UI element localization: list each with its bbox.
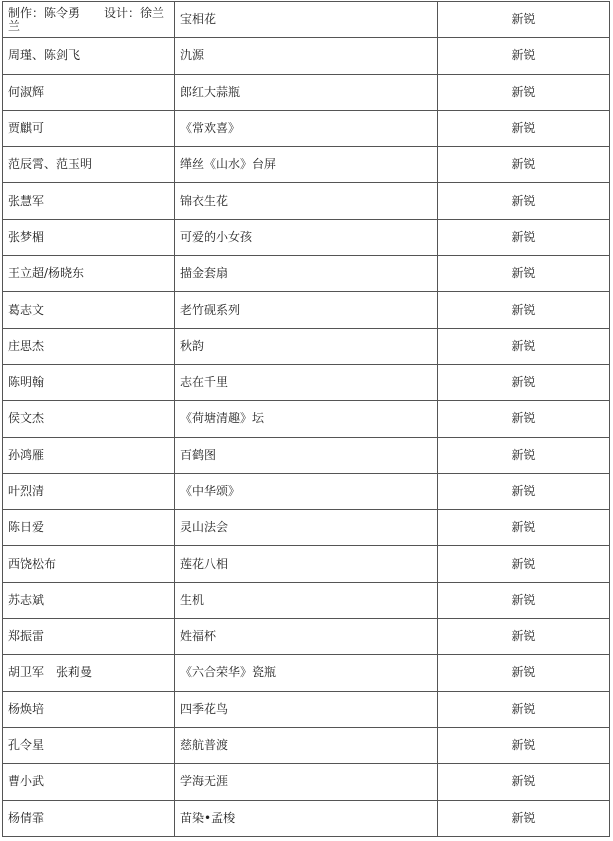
award-list-table <box>2 1 610 837</box>
category-cell: 新锐 <box>438 437 610 473</box>
category-cell: 新锐 <box>438 38 610 74</box>
category-cell: 新锐 <box>438 183 610 219</box>
category-cell: 新锐 <box>438 292 610 328</box>
author-cell: 张慧军 <box>3 183 175 219</box>
table-row <box>3 764 610 800</box>
table-row <box>3 364 610 400</box>
author-cell: 张梦楣 <box>3 219 175 255</box>
category-cell: 新锐 <box>438 546 610 582</box>
category-cell: 新锐 <box>438 328 610 364</box>
award-list-body <box>3 2 610 837</box>
table-row <box>3 401 610 437</box>
author-cell: 叶烈清 <box>3 473 175 509</box>
award-list-page <box>2 1 610 838</box>
category-cell: 新锐 <box>438 764 610 800</box>
category-cell: 新锐 <box>438 800 610 836</box>
author-cell: 陈日爱 <box>3 510 175 546</box>
author-cell: 何淑辉 <box>3 74 175 110</box>
category-cell: 新锐 <box>438 74 610 110</box>
work-title-cell: 《常欢喜》 <box>175 110 438 146</box>
category-cell: 新锐 <box>438 401 610 437</box>
table-row <box>3 473 610 509</box>
category-cell: 新锐 <box>438 619 610 655</box>
work-title-cell: 姓福杯 <box>175 619 438 655</box>
table-row <box>3 183 610 219</box>
author-cell: 侯文杰 <box>3 401 175 437</box>
table-row <box>3 582 610 618</box>
category-cell: 新锐 <box>438 256 610 292</box>
work-title-cell: 慈航普渡 <box>175 727 438 763</box>
work-title-cell: 宝相花 <box>175 2 438 38</box>
category-cell: 新锐 <box>438 727 610 763</box>
table-row <box>3 292 610 328</box>
table-row <box>3 2 610 38</box>
category-cell: 新锐 <box>438 582 610 618</box>
work-title-cell: 学海无涯 <box>175 764 438 800</box>
author-cell: 杨焕培 <box>3 691 175 727</box>
category-cell: 新锐 <box>438 473 610 509</box>
work-title-cell: 老竹砚系列 <box>175 292 438 328</box>
author-cell: 贾麒可 <box>3 110 175 146</box>
work-title-cell: 锦衣生花 <box>175 183 438 219</box>
table-row <box>3 619 610 655</box>
work-title-cell: 四季花鸟 <box>175 691 438 727</box>
author-cell: 杨倩霏 <box>3 800 175 836</box>
category-cell: 新锐 <box>438 219 610 255</box>
author-cell: 苏志斌 <box>3 582 175 618</box>
work-title-cell: 氿源 <box>175 38 438 74</box>
author-cell: 制作：陈令勇 设计：徐兰兰 <box>3 2 175 38</box>
category-cell: 新锐 <box>438 691 610 727</box>
table-row <box>3 256 610 292</box>
author-cell: 胡卫军 张莉曼 <box>3 655 175 691</box>
work-title-cell: 描金套扇 <box>175 256 438 292</box>
author-cell: 孔令星 <box>3 727 175 763</box>
author-cell: 西饶松布 <box>3 546 175 582</box>
table-row <box>3 38 610 74</box>
author-cell: 范辰霄、范玉明 <box>3 147 175 183</box>
table-row <box>3 147 610 183</box>
table-row <box>3 328 610 364</box>
category-cell: 新锐 <box>438 510 610 546</box>
table-row <box>3 74 610 110</box>
author-cell: 葛志文 <box>3 292 175 328</box>
table-row <box>3 110 610 146</box>
work-title-cell: 《中华颂》 <box>175 473 438 509</box>
table-row <box>3 727 610 763</box>
work-title-cell: 《六合荣华》瓷瓶 <box>175 655 438 691</box>
table-row <box>3 691 610 727</box>
work-title-cell: 志在千里 <box>175 364 438 400</box>
work-title-cell: 秋韵 <box>175 328 438 364</box>
category-cell: 新锐 <box>438 2 610 38</box>
table-row <box>3 510 610 546</box>
category-cell: 新锐 <box>438 110 610 146</box>
work-title-cell: 郎红大蒜瓶 <box>175 74 438 110</box>
table-row <box>3 437 610 473</box>
author-cell: 陈明翰 <box>3 364 175 400</box>
work-title-cell: 灵山法会 <box>175 510 438 546</box>
work-title-cell: 可爱的小女孩 <box>175 219 438 255</box>
work-title-cell: 《荷塘清趣》坛 <box>175 401 438 437</box>
work-title-cell: 苗染•孟梭 <box>175 800 438 836</box>
work-title-cell: 缂丝《山水》台屏 <box>175 147 438 183</box>
work-title-cell: 生机 <box>175 582 438 618</box>
table-row <box>3 546 610 582</box>
table-row <box>3 800 610 836</box>
author-cell: 孙鸿雁 <box>3 437 175 473</box>
author-cell: 周瑾、陈剑飞 <box>3 38 175 74</box>
author-cell: 庄思杰 <box>3 328 175 364</box>
work-title-cell: 百鹤图 <box>175 437 438 473</box>
author-cell: 曹小武 <box>3 764 175 800</box>
author-cell: 王立超/杨晓东 <box>3 256 175 292</box>
category-cell: 新锐 <box>438 364 610 400</box>
category-cell: 新锐 <box>438 655 610 691</box>
author-cell: 郑振雷 <box>3 619 175 655</box>
table-row <box>3 219 610 255</box>
work-title-cell: 莲花八相 <box>175 546 438 582</box>
table-row <box>3 655 610 691</box>
category-cell: 新锐 <box>438 147 610 183</box>
